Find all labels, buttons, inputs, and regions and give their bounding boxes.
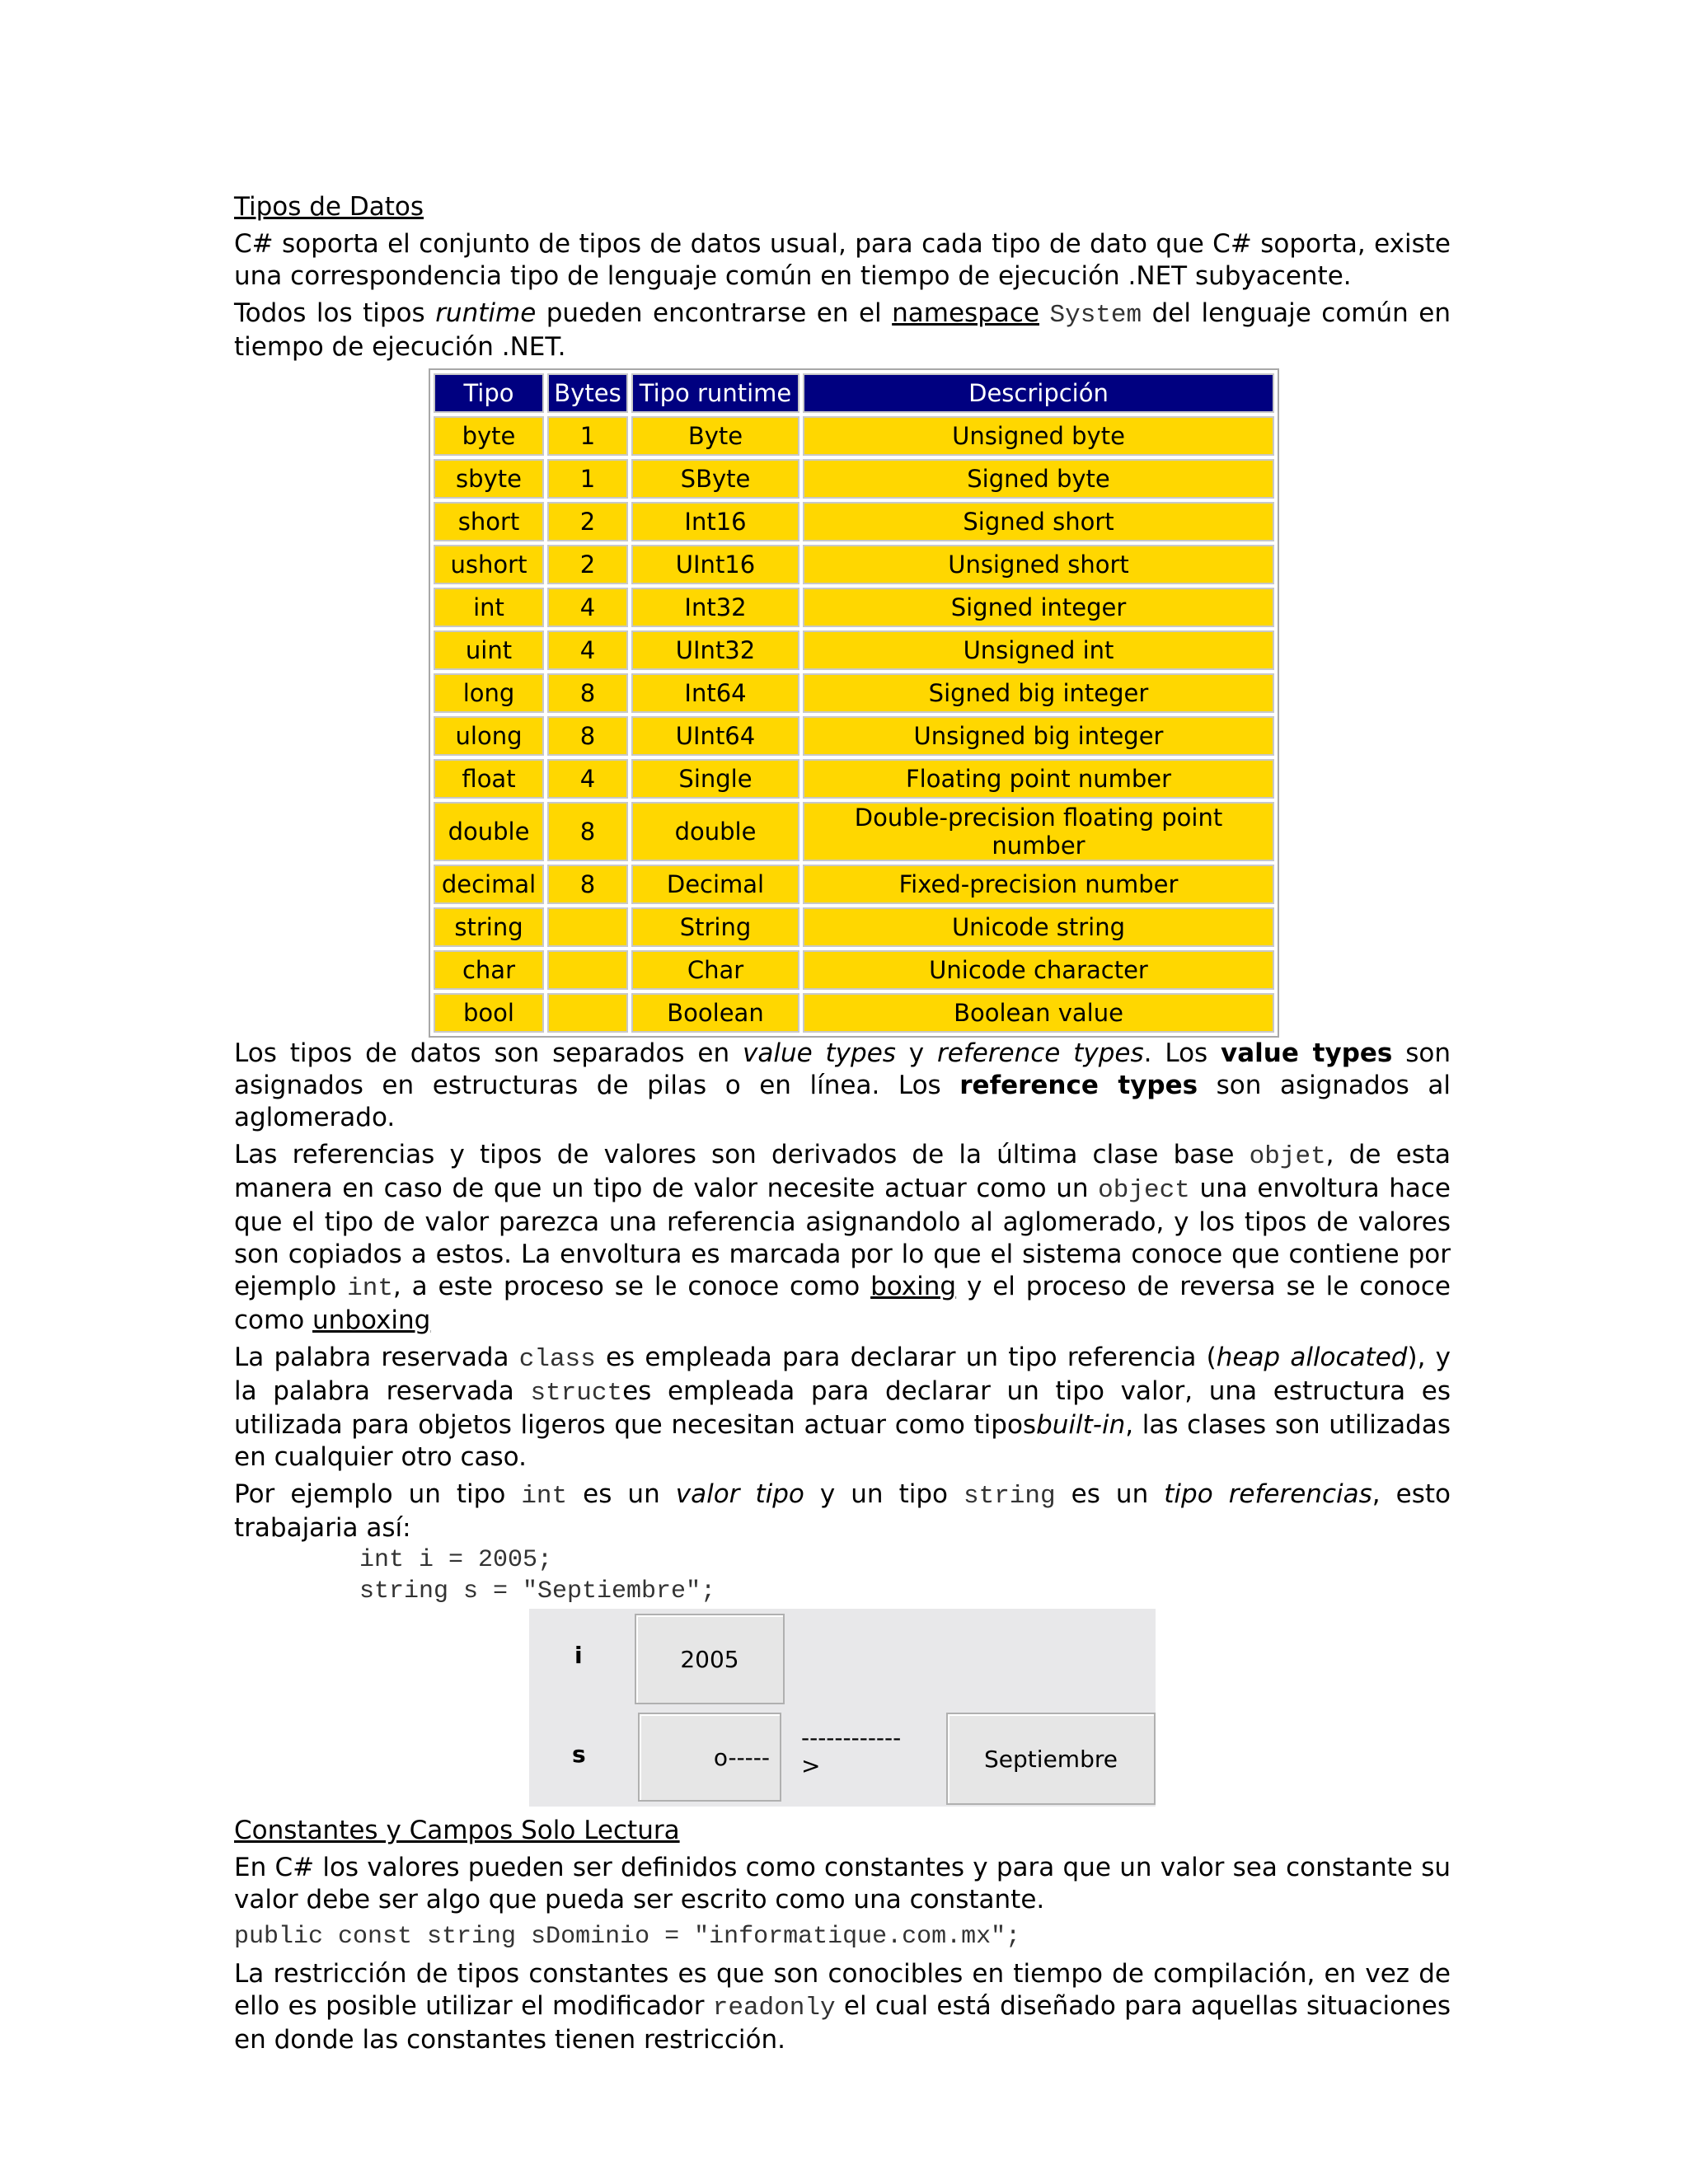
boxing-link[interactable]: boxing — [870, 1272, 957, 1301]
header-descripcion: Descripción — [803, 373, 1274, 413]
table-row — [434, 502, 1274, 541]
cell-runtime: Int64 — [631, 673, 799, 713]
table-row — [434, 993, 1274, 1033]
cell-runtime: Decimal — [631, 865, 799, 904]
memory-diagram — [529, 1609, 1156, 1807]
section-title-constantes: Constantes y Campos Solo Lectura — [234, 1816, 680, 1845]
cell-descripcion: Boolean value — [803, 993, 1274, 1033]
cell-descripcion: Fixed-precision number — [803, 865, 1274, 904]
cell-bytes: 8 — [547, 802, 628, 861]
cell-descripcion: Unicode character — [803, 950, 1274, 990]
cell-tipo: decimal — [434, 865, 544, 904]
unboxing-link[interactable]: unboxing — [312, 1305, 431, 1335]
cell-bytes: 1 — [547, 416, 628, 456]
table-row — [434, 950, 1274, 990]
cell-bytes — [547, 907, 628, 947]
cell-tipo: float — [434, 759, 544, 799]
section-title-tipos: Tipos de Datos — [234, 192, 424, 222]
cell-tipo: bool — [434, 993, 544, 1033]
cell-descripcion: Signed byte — [803, 459, 1274, 499]
paragraph-class-struct: La palabra reservada class es empleada para declarar un tipo referencia (heap allocated), y la palabra reservada structes empleada para declarar un tipo valor, una estructura es utilizada para objetos ligeros que necesitan actuar como tiposbuilt-in, las clases son utilizadas en cualquier otro caso. — [234, 1343, 1451, 1472]
cell-tipo: uint — [434, 630, 544, 670]
cell-tipo: ushort — [434, 545, 544, 584]
diagram-box-s: o----- — [638, 1713, 781, 1802]
paragraph-example: Por ejemplo un tipo int es un valor tipo y un tipo string es un tipo referencias, esto trabajaria así: — [234, 1479, 1451, 1543]
cell-descripcion: Signed big integer — [803, 673, 1274, 713]
table-row — [434, 416, 1274, 456]
cell-runtime: Int32 — [631, 588, 799, 627]
cell-descripcion: Signed short — [803, 502, 1274, 541]
cell-tipo: byte — [434, 416, 544, 456]
cell-bytes — [547, 950, 628, 990]
cell-tipo: char — [434, 950, 544, 990]
cell-tipo: long — [434, 673, 544, 713]
cell-descripcion: Unicode string — [803, 907, 1274, 947]
cell-runtime: UInt32 — [631, 630, 799, 670]
table-row — [434, 802, 1274, 861]
table-row — [434, 588, 1274, 627]
table-row — [434, 716, 1274, 756]
table-row — [434, 759, 1274, 799]
cell-bytes: 4 — [547, 588, 628, 627]
cell-bytes: 2 — [547, 502, 628, 541]
cell-runtime: SByte — [631, 459, 799, 499]
cell-runtime: Char — [631, 950, 799, 990]
document-page — [234, 191, 1451, 2061]
cell-descripcion: Double-precision floating point number — [803, 802, 1274, 861]
cell-runtime: UInt64 — [631, 716, 799, 756]
header-tipo: Tipo — [434, 373, 544, 413]
table-row — [434, 673, 1274, 713]
cell-bytes: 4 — [547, 759, 628, 799]
cell-tipo: int — [434, 588, 544, 627]
diagram-label-i: i — [574, 1642, 583, 1669]
table-row — [434, 545, 1274, 584]
cell-runtime: double — [631, 802, 799, 861]
diagram-arrow: ------------ > — [801, 1724, 902, 1779]
cell-tipo: sbyte — [434, 459, 544, 499]
cell-descripcion: Unsigned short — [803, 545, 1274, 584]
cell-descripcion: Unsigned int — [803, 630, 1274, 670]
paragraph-readonly: La restricción de tipos constantes es que son conocibles en tiempo de compilación, en vez de ello es posible utilizar el modificador readonly el cual está diseñado para aquellas situaciones en donde las constantes tienen restricción. — [234, 1959, 1451, 2055]
code-line: string s = "Septiembre"; — [359, 1577, 716, 1605]
code-example — [359, 1544, 1451, 1607]
header-bytes: Bytes — [547, 373, 628, 413]
cell-tipo: double — [434, 802, 544, 861]
table-row — [434, 630, 1274, 670]
paragraph-runtime: Todos los tipos runtime pueden encontrarse en el namespace System del lenguaje común en tiempo de ejecución .NET. — [234, 298, 1451, 362]
types-table-wrapper — [429, 368, 1451, 1038]
diagram-box-target: Septiembre — [946, 1713, 1156, 1805]
table-row — [434, 459, 1274, 499]
cell-runtime: Single — [631, 759, 799, 799]
code-line: int i = 2005; — [359, 1546, 553, 1574]
cell-runtime: Byte — [631, 416, 799, 456]
cell-bytes — [547, 993, 628, 1033]
code-constant: public const string sDominio = "informatique.com.mx"; — [234, 1923, 1021, 1951]
cell-runtime: UInt16 — [631, 545, 799, 584]
cell-tipo: ulong — [434, 716, 544, 756]
paragraph-boxing: Las referencias y tipos de valores son derivados de la última clase base objet, de esta manera en caso de que un tipo de valor necesite actuar como un object una envoltura hace que el tipo de valor parezca una referencia asignandolo al aglomerado, y los tipos de valores son copiados a estos. La envoltura es marcada por lo que el sistema conoce que contiene por ejemplo int, a este proceso se le conoce como boxing y el proceso de reversa se le conoce como unboxing — [234, 1140, 1451, 1335]
types-table — [429, 368, 1279, 1038]
cell-descripcion: Signed integer — [803, 588, 1274, 627]
namespace-link[interactable]: namespace — [892, 298, 1039, 328]
cell-tipo: string — [434, 907, 544, 947]
cell-descripcion: Unsigned big integer — [803, 716, 1274, 756]
cell-bytes: 8 — [547, 673, 628, 713]
table-header-row — [434, 373, 1274, 413]
cell-descripcion: Unsigned byte — [803, 416, 1274, 456]
cell-runtime: Int16 — [631, 502, 799, 541]
cell-bytes: 2 — [547, 545, 628, 584]
cell-runtime: String — [631, 907, 799, 947]
diagram-label-s: s — [572, 1741, 586, 1768]
cell-bytes: 8 — [547, 716, 628, 756]
table-row — [434, 907, 1274, 947]
table-row — [434, 865, 1274, 904]
cell-bytes: 8 — [547, 865, 628, 904]
cell-bytes: 1 — [547, 459, 628, 499]
cell-tipo: short — [434, 502, 544, 541]
header-tipo-runtime: Tipo runtime — [631, 373, 799, 413]
cell-bytes: 4 — [547, 630, 628, 670]
cell-descripcion: Floating point number — [803, 759, 1274, 799]
diagram-box-i: 2005 — [635, 1614, 785, 1704]
cell-runtime: Boolean — [631, 993, 799, 1033]
paragraph-intro: C# soporta el conjunto de tipos de datos usual, para cada tipo de dato que C# soporta, existe una correspondencia tipo de lenguaje común en tiempo de ejecución .NET subyacente. — [234, 229, 1451, 291]
paragraph-value-reference: Los tipos de datos son separados en value types y reference types. Los value types son asignados en estructuras de pilas o en línea. Los reference types son asignados al aglomerado. — [234, 1038, 1451, 1132]
paragraph-constantes: En C# los valores pueden ser definidos como constantes y para que un valor sea constante su valor debe ser algo que pueda ser escrito como una constante. — [234, 1853, 1451, 1915]
